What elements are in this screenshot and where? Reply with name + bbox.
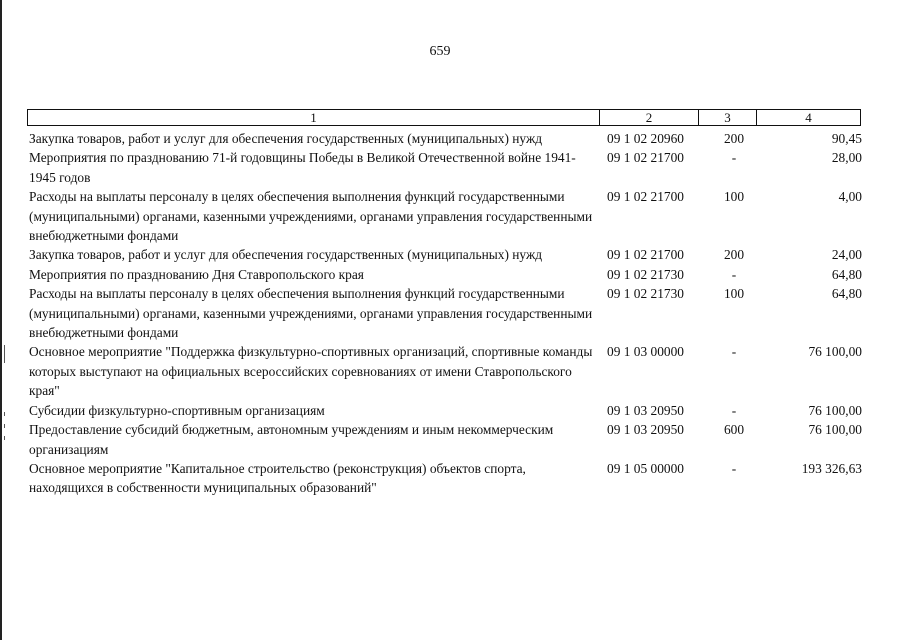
row-name: Предоставление субсидий бюджетным, автономным учреждениям и иным некоммерческим организациям: [29, 422, 554, 457]
row-code: 09 1 02 20960: [607, 131, 684, 146]
scan-artifact-mark: [4, 412, 5, 416]
row-amount: 28,00: [831, 150, 862, 166]
row-expense-type: 100: [723, 286, 745, 302]
row-code: 09 1 05 00000: [607, 460, 684, 476]
column-header-4: 4: [805, 110, 812, 125]
column-header-2: 2: [600, 110, 699, 125]
row-expense-type: 600: [723, 422, 745, 438]
row-code: 09 1 02 21730: [607, 266, 684, 282]
row-amount: 193 326,63: [801, 460, 862, 476]
page-number: 659: [429, 44, 451, 59]
row-amount: 76 100,00: [808, 402, 862, 418]
row-expense-type: -: [731, 266, 737, 282]
row-amount: 76 100,00: [808, 422, 862, 438]
scan-left-edge: [0, 0, 2, 640]
row-name: Субсидии физкультурно-спортивным организациям: [29, 402, 325, 418]
row-code: 09 1 03 20950: [607, 402, 684, 418]
row-code: 09 1 02 21700: [607, 150, 684, 166]
table-row: [29, 265, 862, 284]
scan-artifact-mark: [4, 436, 5, 440]
table-row: [29, 401, 862, 420]
row-name: Мероприятия по празднованию 71-й годовщины Победы в Великой Отечественной войне 1941-1945 годов: [29, 150, 576, 185]
table-header: [27, 109, 861, 126]
row-expense-type: -: [731, 344, 737, 360]
row-name: Расходы на выплаты персоналу в целях обеспечения выполнения функций государственными (муниципальными) органами, казенными учреждениями, органами управления государственными внебюджетными фондами: [29, 189, 593, 244]
row-expense-type: 200: [723, 131, 745, 146]
row-name: Основное мероприятие "Капитальное строительство (реконструкция) объектов спорта, находящихся в собственности муниципальных образований": [29, 460, 526, 496]
row-code: 09 1 02 21700: [607, 189, 684, 205]
row-amount: 4,00: [838, 189, 862, 205]
row-name: Основное мероприятие "Поддержка физкультурно-спортивных организаций, спортивные команды которых выступают на официальных всероссийских соревнованиях от имени Ставропольского края": [29, 344, 593, 399]
table-row: [29, 420, 862, 459]
table-row: [29, 245, 862, 264]
row-amount: 90,45: [831, 131, 862, 146]
column-header-3: 3: [699, 110, 757, 125]
row-expense-type: -: [731, 402, 737, 418]
row-amount: 64,80: [831, 266, 862, 282]
table-row: [29, 148, 862, 187]
row-code: 09 1 03 00000: [607, 344, 684, 360]
row-expense-type: 100: [723, 189, 745, 205]
row-amount: 64,80: [831, 286, 862, 302]
row-expense-type: -: [731, 460, 737, 476]
row-code: 09 1 02 21730: [607, 286, 684, 302]
table-row: [29, 284, 862, 342]
row-expense-type: -: [731, 150, 737, 166]
table-row: [29, 342, 862, 400]
row-name: Закупка товаров, работ и услуг для обеспечения государственных (муниципальных) нужд: [29, 131, 543, 146]
row-expense-type: 200: [723, 247, 745, 263]
column-header-1: 1: [28, 110, 600, 125]
scan-artifact-mark: [4, 345, 5, 363]
row-code: 09 1 02 21700: [607, 247, 684, 263]
row-amount: 76 100,00: [808, 344, 862, 360]
row-name: Мероприятия по празднованию Дня Ставропольского края: [29, 266, 364, 282]
table-row: [29, 129, 862, 148]
row-code: 09 1 03 20950: [607, 422, 684, 438]
table-body: [29, 129, 862, 498]
scan-artifact-mark: [4, 424, 5, 428]
table-row: [29, 187, 862, 245]
row-name: Расходы на выплаты персоналу в целях обеспечения выполнения функций государственными (муниципальными) органами, казенными учреждениями, органами управления государственными внебюджетными фондами: [29, 286, 593, 341]
table-row: [29, 459, 862, 498]
row-amount: 24,00: [831, 247, 862, 263]
row-name: Закупка товаров, работ и услуг для обеспечения государственных (муниципальных) нужд: [29, 247, 543, 263]
